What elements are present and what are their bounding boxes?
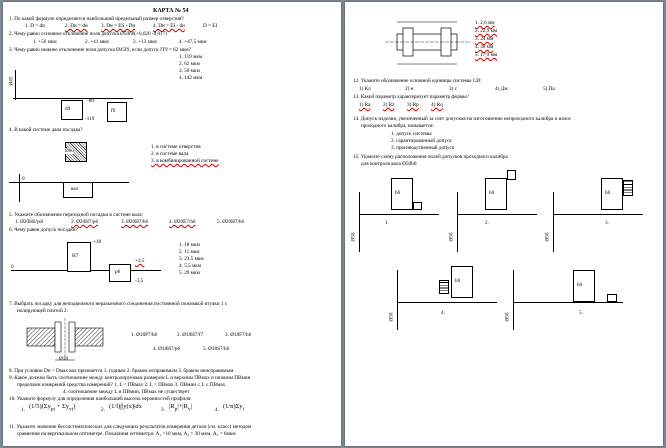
scheme4-zero-line bbox=[397, 302, 497, 303]
q2-option-3: 3. +13 мкм bbox=[133, 39, 157, 45]
card-title: КАРТА № 54 bbox=[153, 8, 189, 14]
scheme5-gauge-field bbox=[607, 294, 617, 302]
q6-hole-field bbox=[67, 242, 91, 272]
q1-option-5: D = EI bbox=[203, 23, 218, 29]
scheme3-label: 3. bbox=[605, 220, 609, 226]
q6-option-3: 3. 23,5 мкм bbox=[179, 256, 204, 262]
q4-option-1: 1. в системе отверстия bbox=[151, 144, 201, 150]
q7-option-1: 1. Ø18P7/h6 bbox=[131, 332, 158, 338]
q4-axis bbox=[19, 174, 20, 202]
q6-shaft-bottom: -3,5 bbox=[135, 278, 144, 284]
scheme5-zero-line bbox=[513, 302, 623, 303]
question-7-line2: нолирующей плитой 2: bbox=[17, 308, 69, 314]
q7-option-5: 5. Ø18S7/h6 bbox=[203, 346, 230, 352]
q12-option-4: 4) Дж bbox=[495, 86, 508, 92]
q4-zero: 0 bbox=[22, 176, 25, 182]
question-6: 6. Чему равен допуск посадки? bbox=[9, 227, 78, 233]
q10-formula-1: $(1/5)(\Sigma y_{pi} + \Sigma y_{vi})$ bbox=[29, 403, 76, 413]
q5-option-4: 4. Ø20E7/h6 bbox=[169, 219, 196, 225]
question-11-line2: сравнения на вертикальном оптиметре. Показания оптиметра: A₁ =10 мкм, A₂ = 30 мкм, A₃ = 6мкм bbox=[17, 431, 236, 437]
question-4: 4. В какой системе дана посадка? bbox=[9, 127, 83, 133]
question-2: 2. Чему равно основное отклонение поля допуска Ø50h6(+0,020 -0,017) bbox=[9, 31, 168, 37]
q5-option-5: 5. Ø20H7/h6 bbox=[217, 219, 245, 225]
q11-part-drawing bbox=[385, 20, 475, 70]
scheme2-gauge-field bbox=[507, 170, 516, 180]
scheme3-shaft-label: h6 bbox=[605, 190, 611, 196]
q4-option-3: 3. в комбинированной системе bbox=[151, 158, 219, 164]
document-page-1 bbox=[3, 2, 341, 446]
question-15: 15. Укажите схему расположения полей допусков проходного калибра bbox=[353, 154, 508, 160]
q12-option-3: 3) с bbox=[449, 86, 457, 92]
question-15-line2: для контроля вала Ø50h6: bbox=[361, 161, 418, 167]
q14-option-2: 2. гарантированный допуск bbox=[391, 138, 452, 144]
q2-option-1: 1. +56 мкм bbox=[33, 39, 57, 45]
question-12: 12. Укажите обозначение основной единицы системы СИ: bbox=[353, 78, 482, 84]
scheme2-axis bbox=[457, 192, 458, 252]
scheme1-shaft-label: h6 bbox=[395, 190, 401, 196]
q6-option-5: 5. 29 мкм bbox=[179, 270, 200, 276]
q1-option-1: 1. D = dн bbox=[25, 23, 45, 29]
q6-zero: 0 bbox=[11, 264, 14, 270]
q10-option-2: 2. bbox=[101, 407, 105, 413]
question-5: 5. Укажите обозначение переходной посадки в системе вала: bbox=[9, 212, 144, 218]
q7-option-3: 3. Ø18F7/h6 bbox=[225, 332, 252, 338]
q11-option-1: 1. 2,6 мм bbox=[475, 20, 495, 26]
question-9-line2: пределами измерений средства измерений? 1. L < ПВмах 2. L < ПВмах 3. ПВмин ≤ L ≤ ПВмах bbox=[17, 382, 226, 388]
q6-top-deviation: +18 bbox=[93, 239, 102, 245]
q5-option-1: 1. Ø20H6/js8 bbox=[15, 219, 43, 225]
q4-shaft-label: вал bbox=[71, 186, 79, 192]
q1-option-2: 2. Dн = dн bbox=[65, 23, 88, 29]
q13-option-2: 2) Rz bbox=[383, 102, 395, 108]
q7-option-2: 2. Ø18H7/f7 bbox=[177, 332, 204, 338]
question-9: 9. Какое должно быть соотношение между контролируемым размером L и верхним ПВмах и нижним ПВмин bbox=[9, 375, 251, 381]
q6-shaft-top: +3,5 bbox=[135, 258, 145, 264]
scheme2-shaft-label: h6 bbox=[489, 190, 495, 196]
scheme2-dim: Ø50 bbox=[448, 232, 455, 242]
q14-option-1: 1. допуск системы bbox=[391, 131, 432, 137]
scheme4-shaft-label: h6 bbox=[455, 278, 461, 284]
q5-option-2: 2. Ø20H7/p6 bbox=[71, 219, 99, 225]
q11-option-2: 2. 22,9 мм bbox=[475, 28, 498, 34]
question-11: 11. Укажите значение бессистематических для следующих результатов измерения детали (см. класс) методом bbox=[9, 424, 252, 430]
q11-option-5: 5. 17,9 мм bbox=[475, 52, 498, 58]
q14-option-3: 3. производственный допуск bbox=[391, 145, 455, 151]
q6-option-1: 1. 18 мкм bbox=[179, 242, 200, 248]
scheme4-dim: Ø50 bbox=[388, 312, 395, 322]
scheme1-axis bbox=[359, 192, 360, 252]
scheme4-gauge-field bbox=[439, 280, 449, 294]
q12-option-5: 5) Па bbox=[543, 86, 555, 92]
q11-option-4: 4. 30 мм bbox=[475, 44, 494, 50]
q13-option-4: 4) Rq bbox=[431, 102, 443, 108]
q5-option-3: 3. Ø20H7/h6 bbox=[121, 219, 149, 225]
q10-formula-3: $|R_p|+|R_v|$ bbox=[169, 403, 192, 413]
q3-zero-line bbox=[13, 98, 133, 99]
q3-shaft-label: f9 bbox=[111, 108, 116, 114]
q6-hole-label: H7 bbox=[72, 253, 79, 259]
scheme1-label: 1. bbox=[385, 220, 389, 226]
scheme2-label: 2. bbox=[485, 220, 489, 226]
q1-option-3: 3. Dн = ES - Dн bbox=[101, 23, 136, 29]
question-1: 1. По какой формуле определяется наибольший предельный размер отверстия? bbox=[9, 16, 184, 22]
q10-formula-2: (1/l)∫|y(x)|dx bbox=[109, 403, 142, 410]
document-page-2 bbox=[345, 2, 663, 446]
scheme2-zero-line bbox=[457, 214, 537, 215]
q3-option-3: 3. 50 мкм bbox=[179, 68, 200, 74]
question-14-line2: проходного калибра, называется: bbox=[361, 123, 434, 129]
q4-option-2: 2. в системе вала bbox=[151, 151, 189, 157]
q3-dim-line bbox=[15, 70, 16, 100]
scheme5-dim: Ø50 bbox=[504, 312, 511, 322]
q3-option-4: 4. 142 мкм bbox=[179, 75, 203, 81]
q3-bottom-deviation: -119 bbox=[85, 116, 95, 122]
q13-option-3: 3) Rp bbox=[407, 102, 419, 108]
scheme3-axis bbox=[553, 192, 554, 252]
scheme5-axis bbox=[513, 270, 514, 330]
q3-top-deviation: -80 bbox=[87, 98, 94, 104]
q3-option-1: 1. 119 мкм bbox=[179, 54, 203, 60]
q3-diameter-label: Ø45 bbox=[8, 76, 15, 86]
q12-option-2: 2) н bbox=[405, 86, 414, 92]
q3-option-2: 2. 62 мкм bbox=[179, 61, 200, 67]
question-3: 3. Чему равно нижнее отклонение поля допуска Ø45f9, если допуск IT9 = 62 мкм? bbox=[9, 47, 191, 53]
q2-option-2: 2. +41 мкм bbox=[85, 39, 109, 45]
scheme3-gauge-field bbox=[623, 180, 633, 196]
q10-option-1: 1. bbox=[21, 407, 25, 413]
q7-option-4: 4. Ø18H7/p6 bbox=[153, 346, 181, 352]
scheme5-shaft-label: h6 bbox=[577, 282, 583, 288]
scheme1-gauge-field bbox=[413, 202, 422, 210]
q10-option-4: 4. bbox=[215, 407, 219, 413]
q6-option-4: 4. 5,5 мкм bbox=[179, 263, 202, 269]
q3-shaft-field bbox=[107, 102, 127, 122]
q13-option-1: 1) Ra bbox=[359, 102, 371, 108]
q4-box-label: Ø60 bbox=[65, 148, 74, 154]
question-8: 8. При условии Dн > Dмах вал признается 1. годным 2. браком исправимым 3. браком неисправимым bbox=[9, 368, 234, 374]
question-13: 13. Какой параметр характеризует параметр формы? bbox=[353, 94, 469, 100]
scheme5-label: 5. bbox=[579, 310, 583, 316]
q3-hole-label: d9 bbox=[65, 106, 71, 112]
q12-option-1: 1) Кл bbox=[359, 86, 371, 92]
scheme3-zero-line bbox=[553, 214, 643, 215]
q6-option-2: 2. 11 мкм bbox=[179, 249, 200, 255]
q6-shaft-label: p6 bbox=[115, 269, 121, 275]
scheme3-dim: Ø50 bbox=[544, 232, 551, 242]
q2-option-4: 4. +47,5 мкм bbox=[179, 39, 207, 45]
question-10: 10. Укажите формулу для определения наибольшей высоты неровностей профиля: bbox=[9, 396, 192, 402]
q10-option-3: 3. bbox=[161, 407, 165, 413]
scheme1-dim: Ø50 bbox=[350, 232, 357, 242]
q1-option-4: 4. Dн = EI - dн bbox=[153, 23, 185, 29]
question-7: 7. Выбрать посадку для неподвижного неразъемного соединения постоянной пожимкой втулки 1 с bbox=[9, 301, 228, 307]
question-14: 14. Допуск изделия, увеличенный за счет допусков на изготовление непроходного калибра и износ bbox=[353, 116, 572, 122]
scheme4-axis bbox=[397, 270, 398, 330]
q7-dim-label: Ø18 bbox=[59, 356, 68, 362]
q10-formula-4: $(1/n)\Sigma y_i$ bbox=[223, 403, 245, 413]
scheme4-label: 4. bbox=[441, 310, 445, 316]
scheme1-zero-line bbox=[359, 214, 439, 215]
q11-option-3: 3. 24 мм bbox=[475, 36, 494, 42]
question-9-line3: 4. соотношение между L и ПВмин, ПВмах не существует bbox=[63, 389, 190, 395]
